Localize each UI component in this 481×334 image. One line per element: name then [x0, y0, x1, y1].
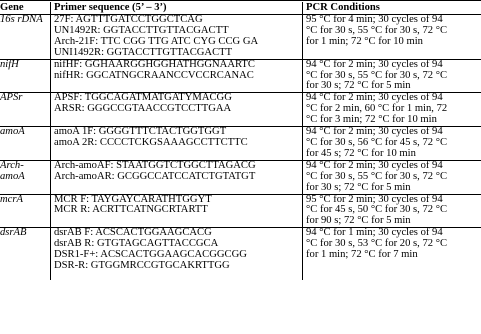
- pcr-cell-line: 95 °C for 4 min; 30 cycles of 94: [306, 15, 443, 25]
- gene-cell: [0, 93, 50, 126]
- table-row: [0, 127, 481, 161]
- pcr-cell-line: 94 °C for 2 min; 30 cycles of 94: [306, 59, 443, 70]
- primer-cell-line: UNI1492R: GGTACCTTGTTACGACTT: [54, 46, 233, 58]
- primer-cell-line: nifHR: GGCATNGCRAANCCVCCRCANAC: [54, 69, 254, 81]
- pcr-cell-line: °C for 30 s, 55 °C for 30 s, 72 °C: [306, 24, 448, 36]
- primer-cell: [50, 60, 302, 93]
- pcr-cell-line: for 30 s; 72 °C for 5 min: [306, 80, 411, 92]
- gene-cell-line: mcrA: [0, 194, 23, 205]
- pcr-cell-line: °C for 30 s, 53 °C for 20 s, 72 °C: [306, 238, 448, 250]
- primer-cell-line: APSF: TGGCAGATMATGATYMACGG: [54, 93, 232, 104]
- primer-cell-line: Arch-amoAF: STAATGGTCTGGCTTAGACG: [54, 160, 256, 171]
- table-row: [0, 195, 481, 229]
- primer-cell-line: nifHF: GGHAARGGHGGHATHGGNAARTC: [54, 59, 255, 70]
- pcr-cell-line: 94 °C for 2 min; 30 cycles of 94: [306, 93, 443, 104]
- pcr-cell-line: °C for 45 s, 50 °C for 30 s, 72 °C: [306, 204, 448, 216]
- table-row: [0, 15, 481, 60]
- gene-cell: [0, 15, 50, 59]
- pcr-cell-line: 94 °C for 2 min; 30 cycles of 94: [306, 127, 443, 138]
- gene-cell: [0, 228, 50, 280]
- pcr-cell-line: °C for 30 s, 55 °C for 30 s, 72 °C: [306, 170, 448, 182]
- gene-cell-line: amoA: [0, 170, 25, 182]
- table-header-row: [0, 1, 481, 15]
- gene-cell-line: amoA: [0, 127, 25, 138]
- primer-cell-line: dsrAB F: ACSCACTGGAAGCACG: [54, 228, 212, 239]
- primer-cell-line: DSR1-F+: ACSCACTGGAAGCACGGCGG: [54, 249, 247, 261]
- header-gene: Gene: [0, 2, 24, 13]
- gene-cell: [0, 161, 50, 194]
- primer-cell: [50, 161, 302, 194]
- table-row: [0, 161, 481, 195]
- gene-cell-line: APSr: [0, 93, 23, 104]
- pcr-cell: [302, 60, 481, 93]
- gene-cell-line: nifH: [0, 59, 19, 70]
- primer-cell: [50, 195, 302, 228]
- gene-cell: [0, 60, 50, 93]
- pcr-cell-line: for 90 s; 72 °C for 5 min: [306, 215, 411, 227]
- pcr-cell-line: °C for 2 min, 60 °C for 1 min, 72: [306, 103, 448, 115]
- pcr-cell-line: 94 °C for 2 min; 30 cycles of 94: [306, 160, 443, 171]
- pcr-cell-line: for 1 min; 72 °C for 10 min: [306, 35, 423, 47]
- primer-cell-line: dsrAB R: GTGTAGCAGTTACCGCA: [54, 238, 219, 250]
- table-row: [0, 228, 481, 280]
- pcr-cell-line: °C for 30 s, 56 °C for 45 s, 72 °C: [306, 136, 448, 148]
- pcr-cell-line: °C for 3 min; 72 °C for 10 min: [306, 114, 437, 126]
- primer-cell: [50, 127, 302, 160]
- gene-cell-line: 16s rDNA: [0, 15, 43, 25]
- primer-cell-line: amoA 2R: CCCCTCKGSAAAGCCTTCTTC: [54, 136, 248, 148]
- primer-cell-line: MCR F: TAYGAYCARATHTGGYT: [54, 194, 212, 205]
- table-body: [0, 15, 481, 280]
- primer-cell: [50, 93, 302, 126]
- header-primer-sequence: Primer sequence (5’ – 3’): [50, 2, 302, 14]
- header-pcr-conditions: PCR Conditions: [302, 2, 481, 14]
- primer-cell-line: 27F: AGTTTGATCCTGGCTCAG: [54, 15, 203, 25]
- primer-cell-line: Arch-21F: TTC CGG TTG ATC CYG CCG GA: [54, 35, 259, 47]
- pcr-cell: [302, 127, 481, 160]
- primer-cell-line: amoA 1F: GGGGTTTCTACTGGTGGT: [54, 127, 227, 138]
- primer-cell-line: UN1492R: GGTACCTTGTTACGACTT: [54, 24, 229, 36]
- pcr-cell: [302, 161, 481, 194]
- gene-cell: [0, 195, 50, 228]
- pcr-cell: [302, 93, 481, 126]
- pcr-cell-line: for 1 min; 72 °C for 7 min: [306, 249, 418, 261]
- primer-cell: [50, 228, 302, 280]
- table-row: [0, 93, 481, 127]
- pcr-cell: [302, 228, 481, 280]
- pcr-cell-line: for 30 s; 72 °C for 5 min: [306, 181, 411, 193]
- pcr-cell-line: °C for 30 s, 55 °C for 30 s, 72 °C: [306, 69, 448, 81]
- primer-cell: [50, 15, 302, 59]
- pcr-cell-line: 94 °C for 1 min; 30 cycles of 94: [306, 228, 443, 239]
- primer-cell-line: DSR-R: GTGGMRCCGTGCAKRTTGG: [54, 259, 230, 271]
- gene-cell-line: dsrAB: [0, 228, 27, 239]
- primer-cell-line: Arch-amoAR: GCGGCCATCCATCTGTATGT: [54, 170, 256, 182]
- pcr-cell-line: 95 °C for 2 min; 30 cycles of 94: [306, 194, 443, 205]
- pcr-cell-line: for 45 s; 72 °C for 10 min: [306, 147, 416, 159]
- table-row: [0, 60, 481, 94]
- gene-cell: [0, 127, 50, 160]
- primer-cell-line: ARSR: GGGCCGTAACCGTCCTTGAA: [54, 103, 232, 115]
- gene-cell-line: Arch-: [0, 160, 24, 171]
- pcr-cell: [302, 15, 481, 59]
- primer-cell-line: MCR R: ACRTTCATNGCRTARTT: [54, 204, 208, 216]
- pcr-cell: [302, 195, 481, 228]
